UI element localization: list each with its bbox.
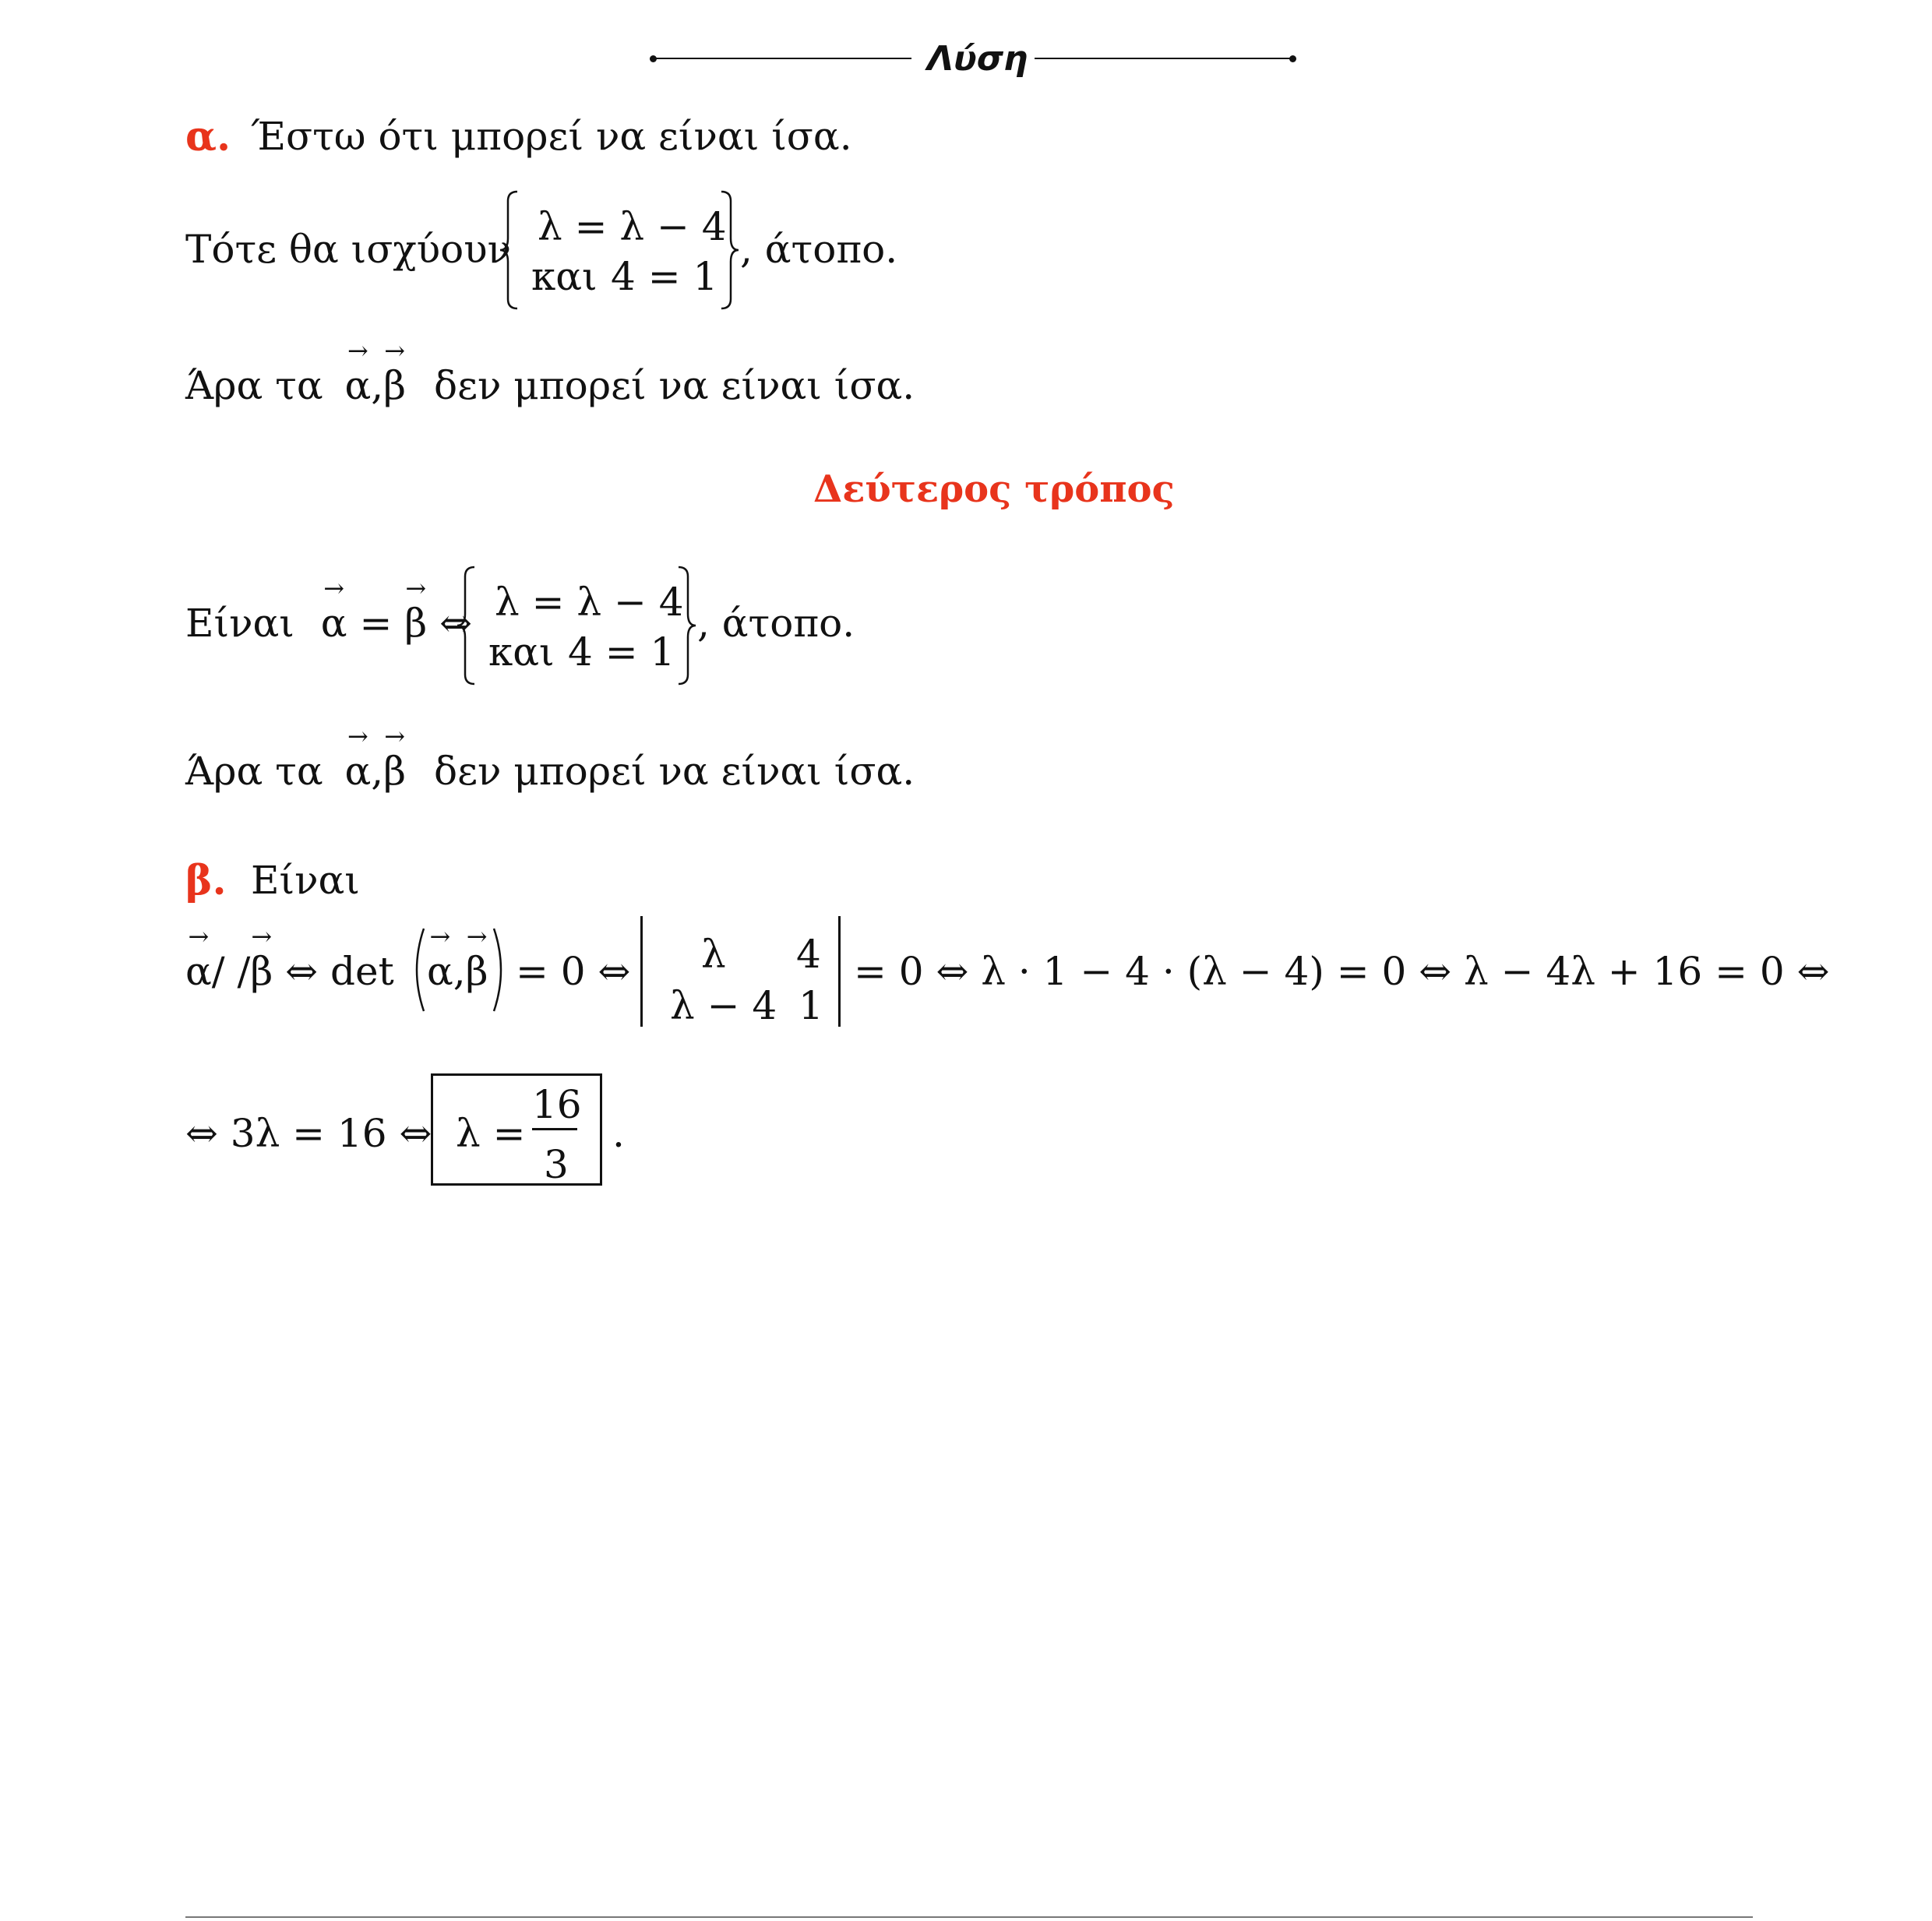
vector-arrow-icon: →: [384, 721, 406, 751]
part-a-label: α.: [185, 113, 231, 160]
vector-arrow-icon: →: [466, 922, 488, 951]
second-way-einai: Είναι: [185, 601, 294, 646]
conclusion-pre: Άρα τα: [185, 363, 323, 408]
vector-arrow-icon: →: [347, 336, 368, 365]
part-b-label: β.: [185, 857, 227, 904]
part-a-then-text: Τότε θα ισχύουν: [185, 227, 511, 272]
det-operator: det: [330, 949, 394, 994]
second-way-conclusion: [185, 721, 915, 794]
vector-arrow-icon: →: [405, 573, 427, 603]
final-period: .: [612, 1111, 625, 1156]
vector-beta: → β: [383, 721, 407, 794]
left-brace-icon: [456, 564, 479, 687]
matrix-cell-21: λ − 4: [670, 983, 777, 1028]
conclusion-post: δεν μπορεί να είναι ίσα.: [433, 749, 915, 794]
sys-row-2: 4 = 1: [611, 254, 718, 299]
matrix-cell-12: 4: [796, 932, 821, 977]
fraction-numerator: 16: [532, 1082, 582, 1127]
vector-arrow-icon: →: [429, 922, 451, 951]
vector-alpha: → α: [344, 336, 372, 408]
equals: =: [359, 601, 393, 646]
iff-symbol: ⇔: [285, 949, 319, 994]
part-b-line2: ⇔ 3λ = 16 ⇔: [185, 1111, 432, 1156]
vector-arrow-icon: →: [347, 721, 368, 751]
comma: ,: [371, 749, 384, 794]
vector-beta: → β: [383, 336, 407, 408]
comma: ,: [453, 949, 466, 994]
second-way-equation: [185, 573, 472, 646]
vector-beta: → β: [250, 922, 273, 994]
iff-symbol: ⇔: [439, 601, 472, 646]
second-way-system: [456, 564, 689, 687]
header-rule-right-dot: [1289, 55, 1296, 62]
second-way-atopo: , άτοπο.: [697, 601, 855, 646]
parallel-symbol: / /: [211, 949, 251, 994]
vector-alpha: → α: [344, 721, 372, 794]
fraction-bar: [532, 1128, 577, 1130]
part-b-chain: = 0 ⇔ λ · 1 − 4 · (λ − 4) = 0 ⇔ λ − 4λ + 16 = 0 ⇔: [854, 949, 1830, 994]
part-a-system: [499, 189, 732, 312]
vector-alpha: → α: [185, 922, 212, 994]
vector-arrow-icon: →: [323, 573, 345, 603]
second-way-heading: Δεύτερος τρόπος: [813, 467, 1175, 511]
matrix-cell-11: λ: [701, 932, 726, 977]
part-a-atopo: , άτοπο.: [740, 227, 898, 272]
header-rule-left: [654, 58, 911, 59]
right-brace-icon: [717, 189, 740, 312]
conclusion-pre: Άρα τα: [185, 749, 323, 794]
vector-alpha: → α: [320, 573, 347, 646]
vector-arrow-icon: →: [188, 922, 210, 951]
vector-arrow-icon: →: [384, 336, 406, 365]
vector-alpha: → α: [427, 922, 453, 994]
part-a-intro: Έστω ότι μπορεί να είναι ίσα.: [251, 114, 852, 159]
left-paren-icon: [408, 927, 427, 1013]
left-brace-icon: [499, 189, 522, 312]
det-eq0: = 0 ⇔: [516, 949, 631, 994]
determinant-left-bar: [640, 916, 643, 1027]
vector-beta: → β: [404, 573, 428, 646]
vector-arrow-icon: →: [251, 922, 273, 951]
part-a-conclusion: [185, 336, 915, 408]
header-rule-right: [1035, 58, 1292, 59]
part-b-parallel-expr: [185, 922, 394, 994]
footer-rule: [185, 1916, 1753, 1918]
boxed-lhs: λ =: [456, 1111, 526, 1156]
right-paren-icon: [491, 927, 509, 1013]
sys-row-2: 4 = 1: [568, 629, 675, 675]
det-args: [427, 922, 488, 994]
conclusion-post: δεν μπορεί να είναι ίσα.: [433, 363, 915, 408]
fraction-denominator: 3: [544, 1142, 569, 1187]
sys-row-2-kai: και: [531, 254, 598, 299]
comma: ,: [371, 363, 384, 408]
header-title: Λύση: [927, 39, 1028, 79]
sys-row-2-kai: και: [488, 629, 555, 675]
sys-row-1: λ = λ − 4: [495, 580, 684, 625]
matrix-cell-22: 1: [799, 983, 823, 1028]
vector-beta: → β: [465, 922, 488, 994]
determinant-right-bar: [838, 916, 841, 1027]
right-brace-icon: [674, 564, 697, 687]
part-b-einai: Είναι: [251, 858, 360, 903]
sys-row-1: λ = λ − 4: [538, 204, 727, 249]
